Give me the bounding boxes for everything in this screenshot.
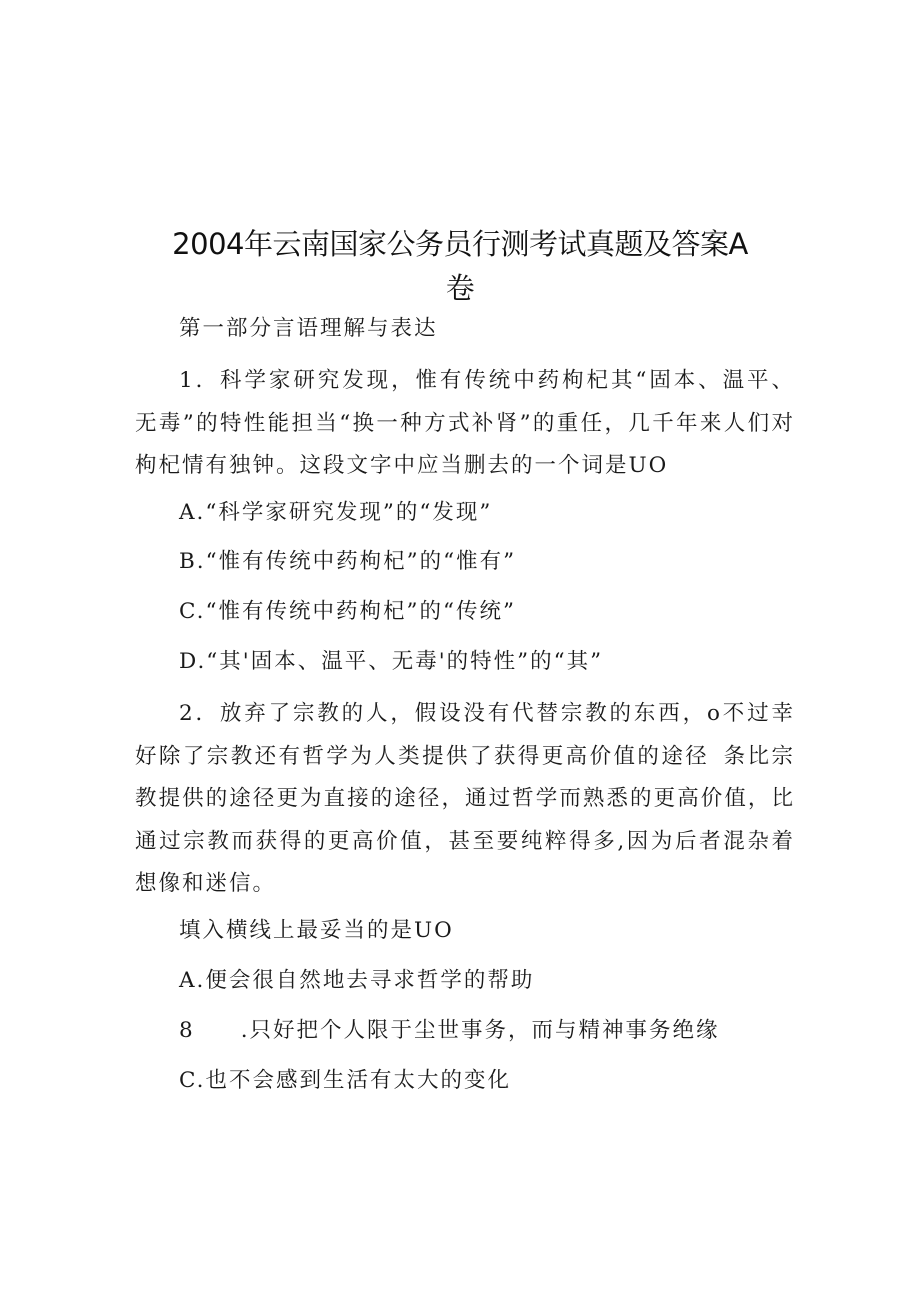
question-1-option-a: A.“科学家研究发现”的“发现” [179, 500, 493, 525]
question-2-option-a: A.便会很自然地去寻求哲学的帮助 [179, 968, 535, 993]
question-2-prompt: 填入横线上最妥当的是UO [179, 918, 454, 943]
title-line-2: 卷 [445, 271, 475, 305]
section-heading: 第一部分言语理解与表达 [179, 316, 438, 341]
question-2-option-c: C.也不会感到生活有太大的变化 [179, 1068, 512, 1093]
question-1-option-b: B.“惟有传统中药枸杞”的“惟有” [179, 549, 517, 574]
option-b-label: 8 [179, 1018, 195, 1043]
question-1-text: 1．科学家研究发现，惟有传统中药枸杞其“固本、温平、无毒”的特性能担当“换一种方式补肾”的重任，几千年来人们对枸杞情有独钟。这段文字中应当删去的一个词是UO [135, 368, 795, 478]
question-2-text [135, 693, 795, 906]
question-2-text-part-1: 2．放弃了宗教的人，假设没有代替宗教的东西，o不过幸好除了宗教还有哲学为人类提供了获得更高价值的途径 [135, 701, 795, 769]
question-2-option-b [179, 1016, 720, 1046]
question-1-option-d: D.“其'固本、温平、无毒'的特性”的“其” [179, 649, 604, 674]
document-title [120, 222, 800, 310]
option-b-text: .只好把个人限于尘世事务，而与精神事务绝缘 [240, 1018, 720, 1043]
question-1-option-c: C.“惟有传统中药枸杞”的“传统” [179, 599, 516, 624]
question-2-text-part-2: 条比宗教提供的途径更为直接的途径，通过哲学而熟悉的更高价值，比通过宗教而获得的更高价值，甚至要纯粹得多,因为后者混杂着想像和迷信。 [135, 743, 795, 896]
title-line-1: 2004年云南国家公务员行测考试真题及答案A [172, 227, 748, 261]
